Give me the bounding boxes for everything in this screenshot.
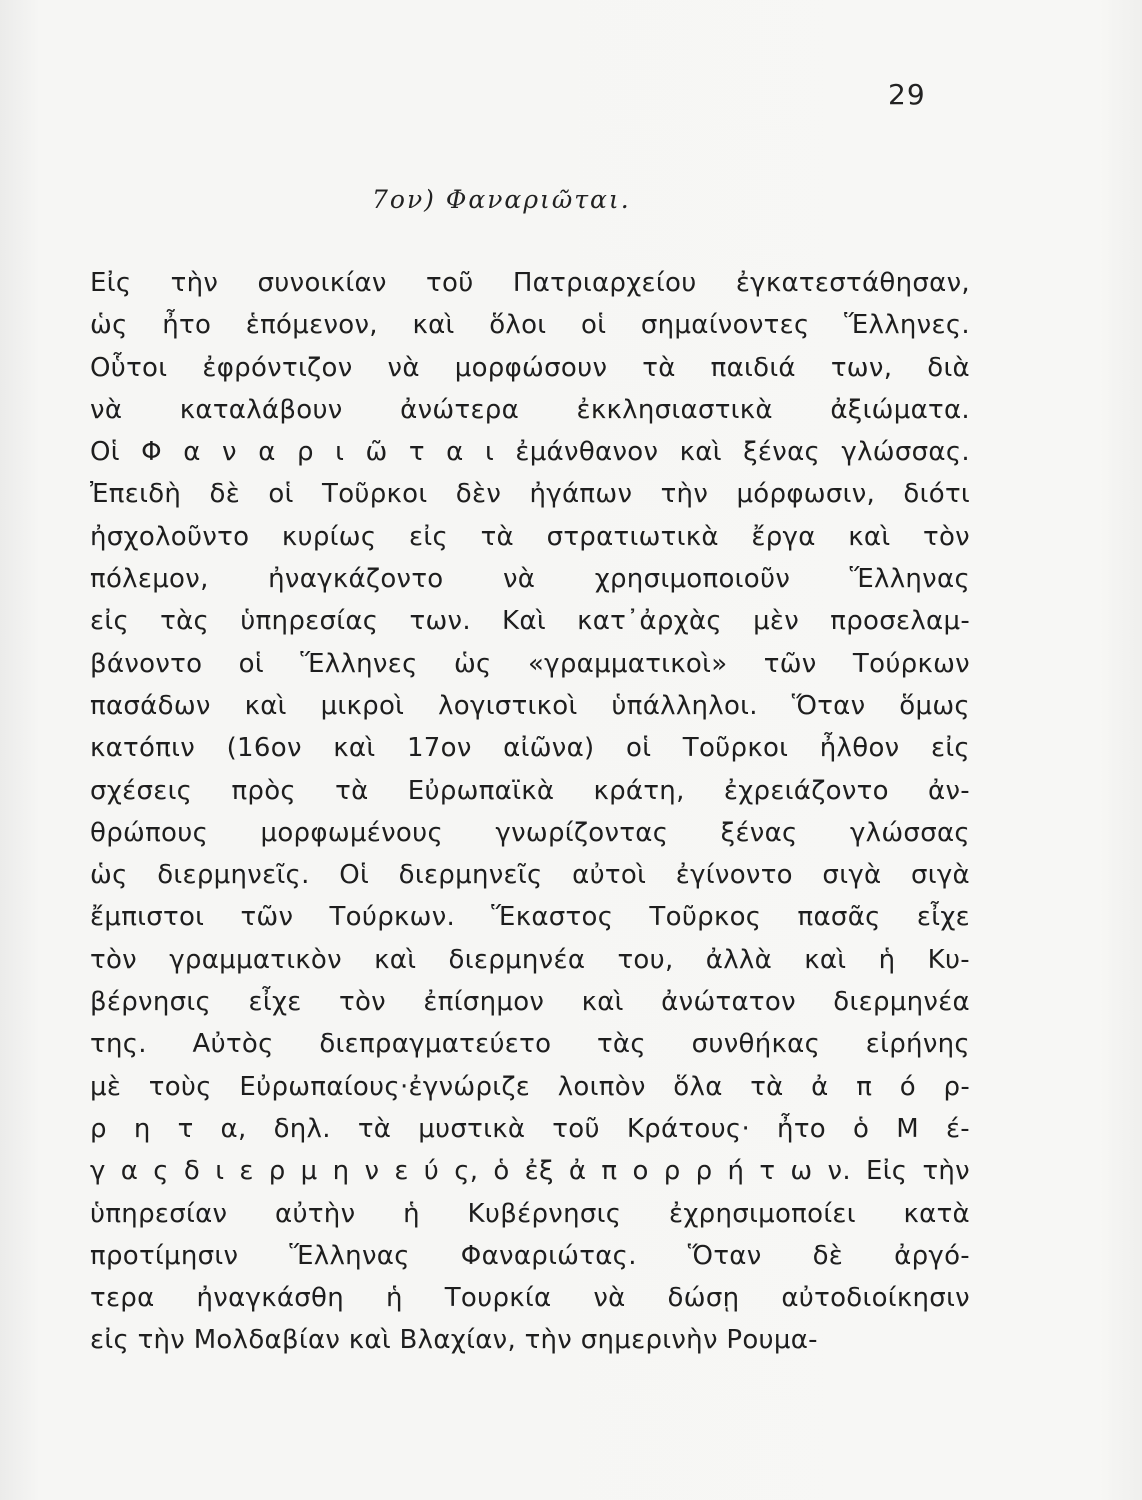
text-line: θρώπους μορφωμένους γνωρίζοντας ξένας γλώσσας (90, 817, 970, 848)
section-heading: 7ον) Φαναριῶται. (372, 185, 631, 214)
text-line: βάνοντο οἱ Ἕλληνες ὡς «γραμματικοὶ» τῶν Τούρκων (90, 648, 970, 679)
text-line: κατόπιν (16ον καὶ 17ον αἰῶνα) οἱ Τοῦρκοι ἦλθον εἰς (90, 733, 970, 764)
text-line: προτίμησιν Ἕλληνας Φαναριώτας. Ὅταν δὲ ἀργό- (90, 1240, 970, 1271)
text-line: πόλεμον, ἠναγκάζοντο νὰ χρησιμοποιοῦν Ἕλληνας (90, 564, 970, 595)
text-line: ὡς διερμηνεῖς. Οἱ διερμηνεῖς αὐτοὶ ἐγίνοντο σιγὰ σιγὰ (90, 860, 970, 891)
text-line: εἰς τὰς ὑπηρεσίας των. Καὶ κατ᾿ἀρχὰς μὲν προσελαμ- (90, 606, 970, 637)
text-line: νὰ καταλάβουν ἀνώτερα ἐκκλησιαστικὰ ἀξιώματα. (90, 394, 970, 425)
text-line: Οὗτοι ἐφρόντιζον νὰ μορφώσουν τὰ παιδιά των, διὰ (90, 352, 970, 383)
text-line: της. Αὐτὸς διεπραγματεύετο τὰς συνθήκας εἰρήνης (90, 1029, 970, 1060)
text-line: ἠσχολοῦντο κυρίως εἰς τὰ στρατιωτικὰ ἔργα καὶ τὸν (90, 521, 970, 552)
text-line: γ α ς δ ι ε ρ μ η ν ε ύ ς, ὁ ἐξ ἀ π ο ρ ρ ή τ ω ν. Εἰς τὴν (90, 1156, 970, 1187)
text-line: σχέσεις πρὸς τὰ Εὐρωπαϊκὰ κράτη, ἐχρειάζοντο ἀν- (90, 775, 970, 806)
text-line: Ἐπειδὴ δὲ οἱ Τοῦρκοι δὲν ἠγάπων τὴν μόρφωσιν, διότι (90, 479, 970, 510)
text-line: εἰς τὴν Μολδαβίαν καὶ Βλαχίαν, τὴν σημερινὴν Ρουμα- (90, 1325, 818, 1356)
text-line: Εἰς τὴν συνοικίαν τοῦ Πατριαρχείου ἐγκατεστάθησαν, (90, 268, 970, 298)
text-line: πασάδων καὶ μικροὶ λογιστικοὶ ὑπάλληλοι. Ὅταν ὅμως (90, 690, 970, 721)
page-number: 29 (888, 78, 926, 111)
text-line: ἔμπιστοι τῶν Τούρκων. Ἕκαστος Τοῦρκος πασᾶς εἶχε (90, 902, 970, 933)
text-line: μὲ τοὺς Εὐρωπαίους·ἐγνώριζε λοιπὸν ὅλα τὰ ἀ π ό ρ- (90, 1071, 970, 1102)
text-line: ρ η τ α, δηλ. τὰ μυστικὰ τοῦ Κράτους· ἦτο ὁ Μ έ- (90, 1113, 970, 1144)
text-line: ὑπηρεσίαν αὐτὴν ἡ Κυβέρνησις ἐχρησιμοποίει κατὰ (90, 1198, 970, 1229)
text-line: τερα ἠναγκάσθη ἡ Τουρκία νὰ δώσῃ αὐτοδιοίκησιν (90, 1283, 970, 1314)
body-text (90, 262, 970, 1362)
text-line: βέρνησις εἶχε τὸν ἐπίσημον καὶ ἀνώτατον διερμηνέα (90, 987, 970, 1018)
text-line: ὡς ἦτο ἑπόμενον, καὶ ὅλοι οἱ σημαίνοντες Ἕλληνες. (90, 310, 970, 341)
text-line: Οἱ Φ α ν α ρ ι ῶ τ α ι ἐμάνθανον καὶ ξένας γλώσσας. (90, 437, 970, 468)
text-line: τὸν γραμματικὸν καὶ διερμηνέα του, ἀλλὰ καὶ ἡ Κυ- (90, 944, 970, 975)
